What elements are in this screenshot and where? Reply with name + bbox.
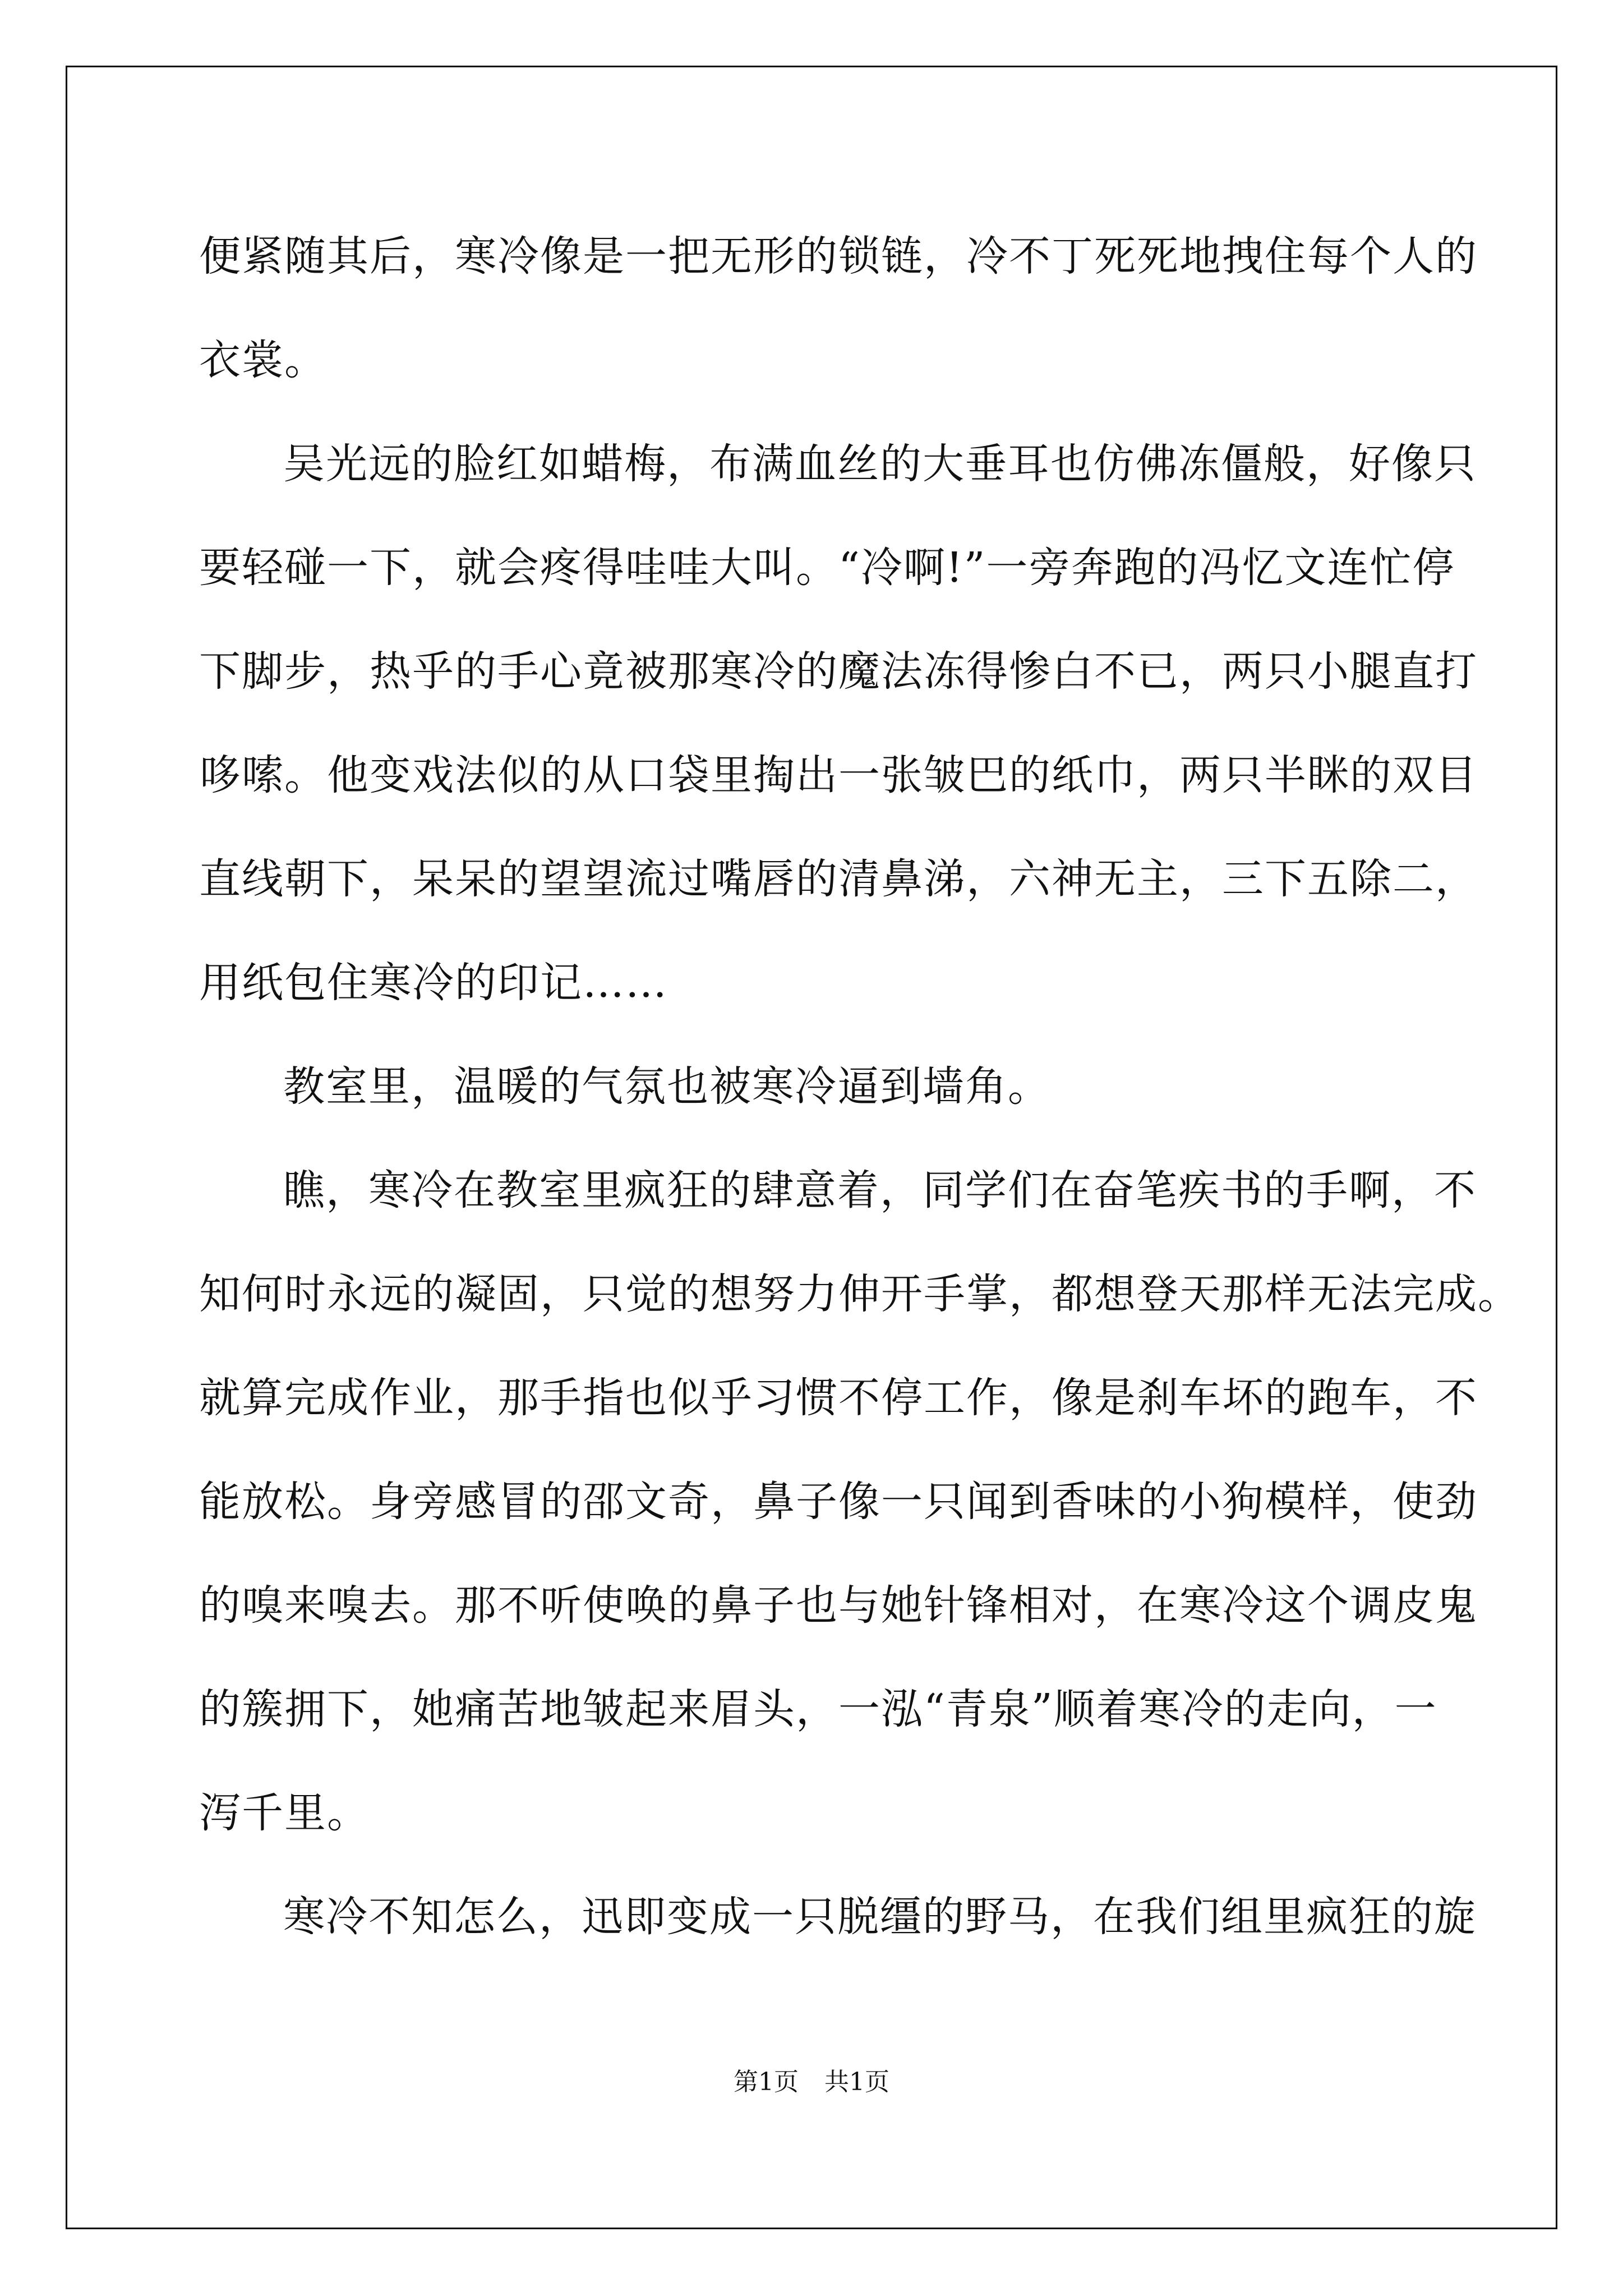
text-line: 泻千里。 [199, 1789, 370, 1837]
page-number-current: 第1页 [734, 2068, 799, 2096]
text-line: 的嗅来嗅去。那不听使唤的鼻子也与她针锋相对，在寒冷这个调皮鬼 [199, 1581, 1478, 1630]
page-number-total: 共1页 [824, 2068, 889, 2096]
text-line: 教室里，温暖的气氛也被寒冷逼到墙角。 [283, 1062, 1050, 1111]
paragraph [199, 1865, 1477, 1969]
text-line: 用纸包住寒冷的印记…… [199, 959, 668, 1007]
paragraph [199, 1035, 1467, 1139]
page-footer [0, 2062, 1623, 2097]
text-line: 瞧，寒冷在教室里疯狂的肆意着，同学们在奋笔疾书的手啊，不 [283, 1166, 1477, 1214]
text-line: 衣裳。 [199, 336, 327, 384]
text-line: 要轻碰一下，就会疼得哇哇大叫。“冷啊!”一旁奔跑的冯忆文连忙停 [199, 544, 1455, 592]
paragraph [199, 412, 1478, 1035]
text-line: 寒冷不知怎么，迅即变成一只脱缰的野马，在我们组里疯狂的旋 [283, 1893, 1477, 1941]
text-line: 就算完成作业，那手指也似乎习惯不停工作，像是刹车坏的跑车，不 [199, 1374, 1478, 1422]
text-line: 哆嗦。他变戏法似的从口袋里掏出一张皱巴的纸巾，两只半眯的双目 [199, 751, 1478, 799]
paragraph [199, 1139, 1520, 1865]
text-line: 吴光远的脸红如蜡梅，布满血丝的大垂耳也仿佛冻僵般，好像只 [283, 440, 1477, 488]
text-line: 便紧随其后，寒冷像是一把无形的锁链，冷不丁死死地拽住每个人的 [199, 232, 1478, 280]
text-line: 直线朝下，呆呆的望望流过嘴唇的清鼻涕，六神无主，三下五除二， [199, 855, 1478, 903]
text-line: 下脚步，热乎的手心竟被那寒冷的魔法冻得惨白不已，两只小腿直打 [199, 647, 1478, 696]
text-line: 的簇拥下，她痛苦地皱起来眉头，一泓“青泉”顺着寒冷的走向，一 [199, 1685, 1437, 1733]
text-line: 知何时永远的凝固，只觉的想努力伸开手掌，都想登天那样无法完成。 [199, 1270, 1520, 1318]
text-line: 能放松。身旁感冒的邵文奇，鼻子像一只闻到香味的小狗模样，使劲 [199, 1478, 1478, 1526]
document-body [199, 205, 1520, 1969]
paragraph [199, 205, 1478, 412]
